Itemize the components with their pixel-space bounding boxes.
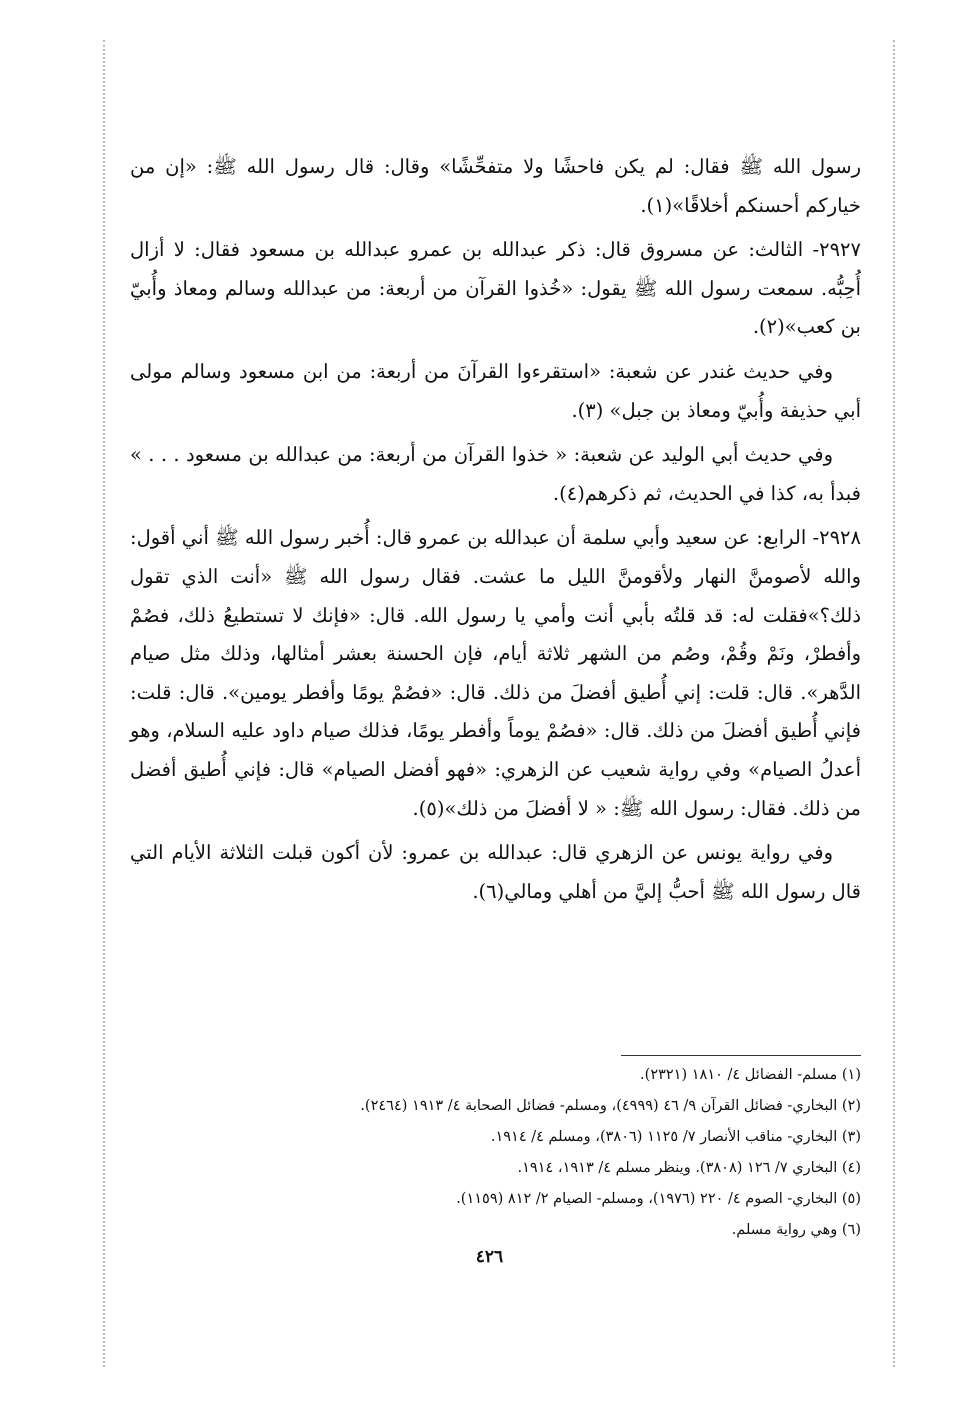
footnote: (٤) البخاري ٧/ ١٢٦ (٣٨٠٨). وينظر مسلم ٤/ ١٩١٣، ١٩١٤.: [517, 1160, 861, 1176]
main-text: [130, 148, 861, 917]
footnote: (١) مسلم- الفضائل ٤/ ١٨١٠ (٢٣٢١).: [640, 1067, 861, 1083]
paragraph: وفي رواية يونس عن الزهري قال: عبدالله بن عمرو: لأن أكون قبلت الثلاثة الأيام التي قال رسول الله ﷺ أحبُّ إليَّ من أهلي ومالي(٦).: [130, 841, 861, 903]
footnotes: [130, 1060, 861, 1246]
page-number: ٤٢٦: [475, 1247, 504, 1267]
paragraph: وفي حديث أبي الوليد عن شعبة: « خذوا القرآن من أربعة: من عبدالله بن مسعود . . . » فبدأ به، كذا في الحديث، ثم ذكرهم(٤).: [130, 443, 861, 505]
footnote: (٥) البخاري- الصوم ٤/ ٢٢٠ (١٩٧٦)، ومسلم- الصيام ٢/ ٨١٢ (١١٥٩).: [456, 1191, 861, 1207]
footnote: (٢) البخاري- فضائل القرآن ٩/ ٤٦ (٤٩٩٩)، ومسلم- فضائل الصحابة ٤/ ١٩١٣ (٢٤٦٤).: [360, 1098, 861, 1114]
footnote: (٣) البخاري- مناقب الأنصار ٧/ ١١٢٥ (٣٨٠٦)، ومسلم ٤/ ١٩١٤.: [490, 1129, 861, 1145]
footnote-separator: [621, 1055, 861, 1056]
paragraph: وفي حديث غندر عن شعبة: «استقرءوا القرآنَ من أربعة: من ابن مسعود وسالم مولى أبي حذيفة وأُبيّ ومعاذ بن جبل» (٣).: [130, 359, 861, 422]
hadith-2928: ٢٩٢٨- الرابع: عن سعيد وأبي سلمة أن عبدالله بن عمرو قال: أُخبر رسول الله ﷺ أني أقول: والله لأصومنَّ النهار ولأقومنَّ الليل ما عشت. فقال رسول الله ﷺ «أنت الذي تقول ذلك؟»فقلت له: قد قلتُه بأبي أنت وأمي يا رسول الله. قال: «فإنك لا تستطيعُ ذلك، فصُمْ وأفطرْ، ونَمْ وقُمْ، وصُم من الشهر ثلاثة أيام، فإن الحسنة بعشر أمثالها، وذلك مثل صيام الدَّهر». قال: قلت: إني أُطيق أفضلَ من ذلك. قال: «فصُمْ يومًا وأفطر يومين». قال: قلت: فإني أُطيق أفضلَ من ذلك. قال: «فصُمْ يوماً وأفطر يومًا، فذلك صيام داود عليه السلام، وهو أعدلُ الصيام» وفي رواية شعيب عن الزهري: «فهو أفضل الصيام» قال: فإني أُطيق أفضل من ذلك. فقال: رسول الله ﷺ: « لا أفضلَ من ذلك»(٥).: [130, 526, 861, 820]
footnote: (٦) وهي رواية مسلم.: [731, 1222, 861, 1238]
hadith-2927: ٢٩٢٧- الثالث: عن مسروق قال: ذكر عبدالله بن عمرو عبدالله بن مسعود فقال: لا أزال أُحِبُّه. سمعت رسول الله ﷺ يقول: «خُذوا القرآن من أربعة: من عبدالله وسالم ومعاذ وأُبيّ بن كعب»(٢).: [130, 238, 861, 339]
margin-guide-left: [103, 40, 105, 1367]
paragraph: رسول الله ﷺ فقال: لم يكن فاحشًا ولا متفحِّشًا» وقال: قال رسول الله ﷺ: «إن من خياركم أحسنكم أخلاقًا»(١).: [130, 155, 861, 217]
margin-guide-right: [893, 40, 895, 1367]
